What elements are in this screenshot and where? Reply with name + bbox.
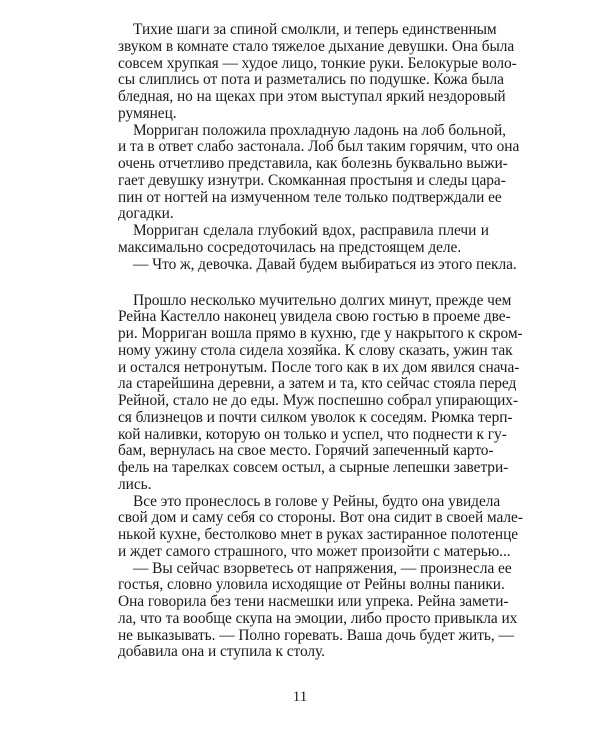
text-line: Морриган положила прохладную ладонь на лоб больной, [133, 122, 506, 139]
page-number: 11 [292, 689, 308, 705]
text-line: ся близнецов и почти силком уволок к соседям. Рюмка терп- [118, 409, 513, 426]
text-line: бам, вернулась на свое место. Горячий запеченный карто- [118, 442, 494, 459]
text-line: максимально сосредоточилась на предстоящем деле. [118, 239, 462, 256]
text-line: Морриган сделала глубокий вдох, расправила плечи и [133, 222, 489, 239]
text-line: ри. Морриган вошла прямо в кухню, где у накрытого к скром- [118, 325, 523, 342]
text-line: — Что ж, девочка. Давай будем выбираться из этого пекла. [133, 256, 517, 273]
text-line: ла старейшина деревни, а затем и та, кто сейчас стояла перед [118, 375, 517, 392]
text-line: и ждет самого страшного, что может произойти с матерью... [118, 543, 511, 560]
text-line: гает девушку изнутри. Скомканная простыня и следы цара- [118, 172, 506, 189]
text-line: добавила она и ступила к столу. [118, 643, 325, 660]
text-line: и остался нетронутым. После того как в их дом явился снача- [118, 359, 520, 376]
text-line: и та в ответ слабо застонала. Лоб был таким горячим, что она [118, 138, 520, 155]
text-line: пин от ногтей на измученном теле только подтверждали ее [118, 189, 502, 206]
text-line: Рейна Кастелло наконец увидела свою гостью в проеме две- [118, 308, 511, 325]
text-line: догадки. [118, 205, 174, 222]
text-line: нькой кухне, бестолково мнет в руках застиранное полотенце [118, 526, 519, 543]
text-line: Она говорила без тени насмешки или упрека. Рейна замети- [118, 593, 509, 610]
text-line: Все это пронеслось в голове у Рейны, будто она увидела [133, 493, 501, 510]
text-line: совсем хрупкая — худое лицо, тонкие руки. Белокурые воло- [118, 55, 517, 72]
text-line: сы слиплись от пота и разметались по подушке. Кожа была [118, 71, 504, 88]
text-line: — Вы сейчас взорветесь от напряжения, — произнесла ее [133, 560, 512, 577]
text-line: ла, что та вообще скупа на эмоции, либо просто привыкла их [118, 610, 518, 627]
text-line: бледная, но на щеках при этом выступал яркий нездоровый [118, 88, 506, 105]
text-line: ному ужину стола сидела хозяйка. К слову сказать, ужин так [118, 342, 513, 359]
text-line: румянец. [118, 105, 177, 122]
text-line: не выказывать. — Полно горевать. Ваша дочь будет жить, — [118, 627, 514, 644]
text-line: кой наливки, которую он только и успел, что поднести к гу- [118, 426, 507, 443]
text-line: свой дом и саму себя со стороны. Вот она сидит в своей мале- [118, 509, 523, 526]
text-line: лись. [118, 476, 152, 493]
text-line: гостья, словно уловила исходящие от Рейны волны паники. [118, 576, 505, 593]
text-line: Рейной, стало не до еды. Муж поспешно собрал упирающих- [118, 392, 519, 409]
text-line: очень отчетливо представила, как болезнь буквально выжи- [118, 155, 508, 172]
text-line: звуком в комнате стало тяжелое дыхание девушки. Она была [118, 38, 515, 55]
text-line: фель на тарелках совсем остыл, а сырные лепешки заветри- [118, 459, 509, 476]
text-line: Прошло несколько мучительно долгих минут, прежде чем [133, 292, 512, 309]
text-line: Тихие шаги за спиной смолкли, и теперь единственным [133, 21, 497, 38]
